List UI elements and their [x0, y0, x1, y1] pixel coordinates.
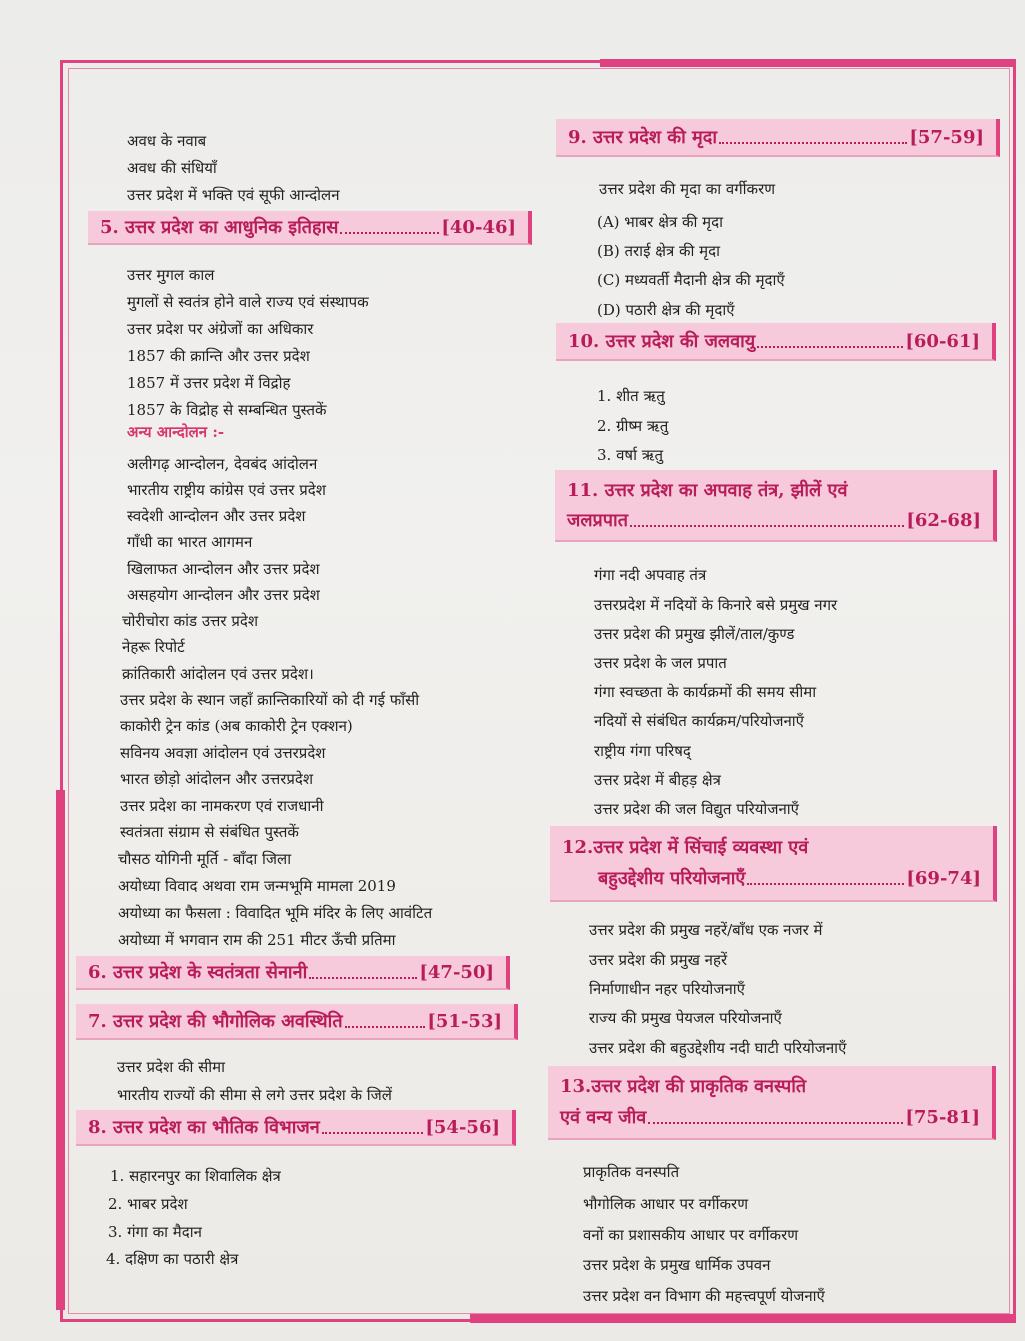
toc-item[interactable]: उत्तर प्रदेश की सीमा: [117, 1058, 226, 1076]
toc-item[interactable]: उत्तर प्रदेश के जल प्रपात: [594, 654, 727, 672]
toc-item[interactable]: उत्तर प्रदेश की मृदा का वर्गीकरण: [599, 180, 776, 198]
toc-item[interactable]: उत्तर प्रदेश वन विभाग की महत्त्वपूर्ण योजनाएँ: [583, 1287, 825, 1305]
toc-item[interactable]: स्वदेशी आन्दोलन और उत्तर प्रदेश: [127, 507, 306, 525]
toc-item[interactable]: चौसठ योगिनी मूर्ति - बाँदा जिला: [118, 850, 292, 868]
toc-item[interactable]: राष्ट्रीय गंगा परिषद्: [594, 742, 691, 760]
toc-item[interactable]: (C) मध्यवर्ती मैदानी क्षेत्र की मृदाएँ: [597, 271, 785, 289]
toc-item[interactable]: भारतीय राज्यों की सीमा से लगे उत्तर प्रदेश के जिलें: [117, 1086, 392, 1104]
toc-item[interactable]: 2. ग्रीष्म ऋतु: [597, 417, 669, 435]
toc-item[interactable]: प्राकृतिक वनस्पति: [583, 1163, 680, 1181]
toc-item[interactable]: नदियों से संबंधित कार्यक्रम/परियोजनाएँ: [594, 712, 804, 730]
toc-item[interactable]: भारत छोड़ो आंदोलन और उत्तरप्रदेश: [120, 770, 314, 788]
page-range: [54-56]: [425, 1116, 500, 1138]
toc-item[interactable]: उत्तर प्रदेश की प्रमुख नहरें: [589, 951, 728, 969]
section-heading-line2: [560, 1102, 980, 1132]
section-heading-text: 9. उत्तर प्रदेश की मृदा: [568, 127, 718, 148]
toc-item[interactable]: 1857 में उत्तर प्रदेश में विद्रोह: [127, 374, 291, 392]
toc-item[interactable]: उत्तर प्रदेश की बहुउद्देशीय नदी घाटी परियोजनाएँ: [589, 1039, 847, 1057]
toc-item[interactable]: अयोध्या का फैसला : विवादित भूमि मंदिर के लिए आवंटित: [118, 904, 433, 922]
toc-item[interactable]: उत्तर प्रदेश की प्रमुख नहरें/बाँध एक नजर में: [589, 921, 823, 939]
section-heading-text: 6. उत्तर प्रदेश के स्वतंत्रता सेनानी: [88, 962, 308, 983]
toc-item[interactable]: 4. दक्षिण का पठारी क्षेत्र: [106, 1250, 239, 1268]
page-range: [57-59]: [909, 126, 984, 148]
section-heading-8[interactable]: [76, 1110, 516, 1146]
toc-item[interactable]: अवध के नवाब: [127, 132, 207, 150]
leader-dots: [340, 232, 439, 234]
toc-item[interactable]: अयोध्या विवाद अथवा राम जन्मभूमि मामला 2019: [118, 877, 396, 895]
section-heading-text: 7. उत्तर प्रदेश की भौगोलिक अवस्थिति: [88, 1011, 343, 1032]
toc-item[interactable]: काकोरी ट्रेन कांड (अब काकोरी ट्रेन एक्शन): [120, 717, 353, 735]
toc-item[interactable]: उत्तर प्रदेश का नामकरण एवं राजधानी: [120, 797, 324, 815]
section-heading-7[interactable]: [76, 1004, 518, 1040]
section-heading-9[interactable]: [556, 119, 1000, 157]
toc-item[interactable]: क्रांतिकारी आंदोलन एवं उत्तर प्रदेश।: [122, 665, 314, 683]
page-range: [47-50]: [419, 961, 494, 983]
section-heading-11[interactable]: [555, 470, 997, 542]
section-heading-text: 5. उत्तर प्रदेश का आधुनिक इतिहास: [100, 217, 339, 238]
leader-dots: [309, 977, 417, 979]
section-heading-text: बहुउद्देशीय परियोजनाएँ: [598, 868, 746, 889]
section-heading-text: 10. उत्तर प्रदेश की जलवायु: [568, 331, 756, 352]
toc-item[interactable]: मुगलों से स्वतंत्र होने वाले राज्य एवं संस्थापक: [127, 293, 369, 311]
toc-item[interactable]: उत्तर प्रदेश में बीहड़ क्षेत्र: [594, 771, 721, 789]
leader-dots: [630, 525, 904, 527]
leader-dots: [648, 1122, 903, 1124]
toc-item[interactable]: 1857 के विद्रोह से सम्बन्धित पुस्तकें: [127, 401, 327, 419]
section-heading-13[interactable]: [548, 1066, 996, 1140]
toc-item[interactable]: सविनय अवज्ञा आंदोलन एवं उत्तरप्रदेश: [120, 744, 326, 762]
section-heading-text: 8. उत्तर प्रदेश का भौतिक विभाजन: [88, 1117, 320, 1138]
toc-item[interactable]: 2. भाबर प्रदेश: [108, 1195, 188, 1213]
toc-item[interactable]: उत्तर प्रदेश में भक्ति एवं सूफी आन्दोलन: [127, 186, 340, 204]
toc-item[interactable]: खिलाफत आन्दोलन और उत्तर प्रदेश: [127, 560, 320, 578]
page-range: [40-46]: [441, 216, 516, 238]
section-heading-text: 12.उत्तर प्रदेश में सिंचाई व्यवस्था एवं: [562, 837, 809, 858]
toc-item[interactable]: चोरीचोरा कांड उत्तर प्रदेश: [122, 612, 259, 630]
toc-item[interactable]: वनों का प्रशासकीय आधार पर वर्गीकरण: [583, 1226, 799, 1244]
toc-item[interactable]: 1. शीत ऋतु: [597, 387, 665, 405]
toc-item[interactable]: उत्तर प्रदेश के प्रमुख धार्मिक उपवन: [583, 1256, 771, 1274]
section-heading-10[interactable]: [556, 323, 996, 361]
border-accent-left: [56, 790, 65, 1310]
toc-item[interactable]: गंगा स्वच्छता के कार्यक्रमों की समय सीमा: [594, 683, 817, 701]
toc-item[interactable]: असहयोग आन्दोलन और उत्तर प्रदेश: [127, 586, 320, 604]
toc-item[interactable]: राज्य की प्रमुख पेयजल परियोजनाएँ: [589, 1009, 782, 1027]
toc-item[interactable]: 3. गंगा का मैदान: [108, 1223, 202, 1241]
section-heading-text: 13.उत्तर प्रदेश की प्राकृतिक वनस्पति: [560, 1076, 807, 1097]
leader-dots: [345, 1026, 426, 1028]
toc-item[interactable]: नेहरू रिपोर्ट: [122, 638, 185, 656]
leader-dots: [757, 346, 903, 348]
toc-item[interactable]: उत्तर प्रदेश पर अंग्रेजों का अधिकार: [127, 320, 314, 338]
toc-item[interactable]: उत्तर प्रदेश की जल विद्युत परियोजनाएँ: [594, 800, 799, 818]
border-accent-top: [600, 59, 1016, 67]
section-heading-text: एवं वन्य जीव: [560, 1107, 647, 1128]
page-range: [51-53]: [427, 1010, 502, 1032]
leader-dots: [322, 1132, 424, 1134]
toc-item[interactable]: (B) तराई क्षेत्र की मृदा: [597, 242, 720, 260]
toc-item[interactable]: उत्तरप्रदेश में नदियों के किनारे बसे प्रमुख नगर: [594, 596, 838, 614]
toc-item[interactable]: (A) भाबर क्षेत्र की मृदा: [597, 213, 723, 231]
section-heading-5[interactable]: [88, 211, 532, 245]
toc-item[interactable]: उत्तर प्रदेश की प्रमुख झीलें/ताल/कुण्ड: [594, 625, 795, 643]
toc-item[interactable]: उत्तर प्रदेश के स्थान जहाँ क्रान्तिकारियों को दी गई फाँसी: [120, 691, 420, 709]
section-heading-text: 11. उत्तर प्रदेश का अपवाह तंत्र, झीलें एवं: [567, 480, 848, 501]
sub-heading: अन्य आन्दोलन :-: [127, 423, 225, 441]
page-range: [62-68]: [906, 509, 981, 531]
toc-item[interactable]: (D) पठारी क्षेत्र की मृदाएँ: [597, 301, 735, 319]
section-heading-6[interactable]: [76, 956, 510, 990]
toc-item[interactable]: गंगा नदी अपवाह तंत्र: [594, 566, 707, 584]
toc-item[interactable]: गाँधी का भारत आगमन: [127, 533, 253, 551]
section-heading-text: जलप्रपात: [567, 510, 628, 531]
toc-item[interactable]: उत्तर मुगल काल: [127, 266, 215, 284]
section-heading-line2: [567, 506, 981, 534]
section-heading-line2: [562, 863, 981, 893]
toc-item[interactable]: अयोध्या में भगवान राम की 251 मीटर ऊँची प्रतिमा: [118, 931, 396, 949]
leader-dots: [747, 883, 904, 885]
toc-item[interactable]: भारतीय राष्ट्रीय कांग्रेस एवं उत्तर प्रदेश: [127, 481, 326, 499]
toc-item[interactable]: अवध की संधियाँ: [127, 159, 217, 177]
toc-item[interactable]: स्वतंत्रता संग्राम से संबंधित पुस्तकें: [120, 823, 299, 841]
page-range: [75-81]: [905, 1106, 980, 1128]
toc-item[interactable]: 1857 की क्रान्ति और उत्तर प्रदेश: [127, 347, 310, 365]
border-accent-bottom: [470, 1314, 1016, 1323]
toc-item[interactable]: निर्माणाधीन नहर परियोजनाएँ: [589, 980, 745, 998]
toc-item[interactable]: भौगोलिक आधार पर वर्गीकरण: [583, 1195, 749, 1213]
toc-item[interactable]: 3. वर्षा ऋतु: [597, 446, 664, 464]
section-heading-12[interactable]: [550, 826, 997, 902]
leader-dots: [719, 142, 907, 144]
page-range: [69-74]: [906, 867, 981, 889]
page-range: [60-61]: [905, 330, 980, 352]
toc-item[interactable]: 1. सहारनपुर का शिवालिक क्षेत्र: [110, 1167, 281, 1185]
toc-item[interactable]: अलीगढ़ आन्दोलन, देवबंद आंदोलन: [127, 455, 318, 473]
